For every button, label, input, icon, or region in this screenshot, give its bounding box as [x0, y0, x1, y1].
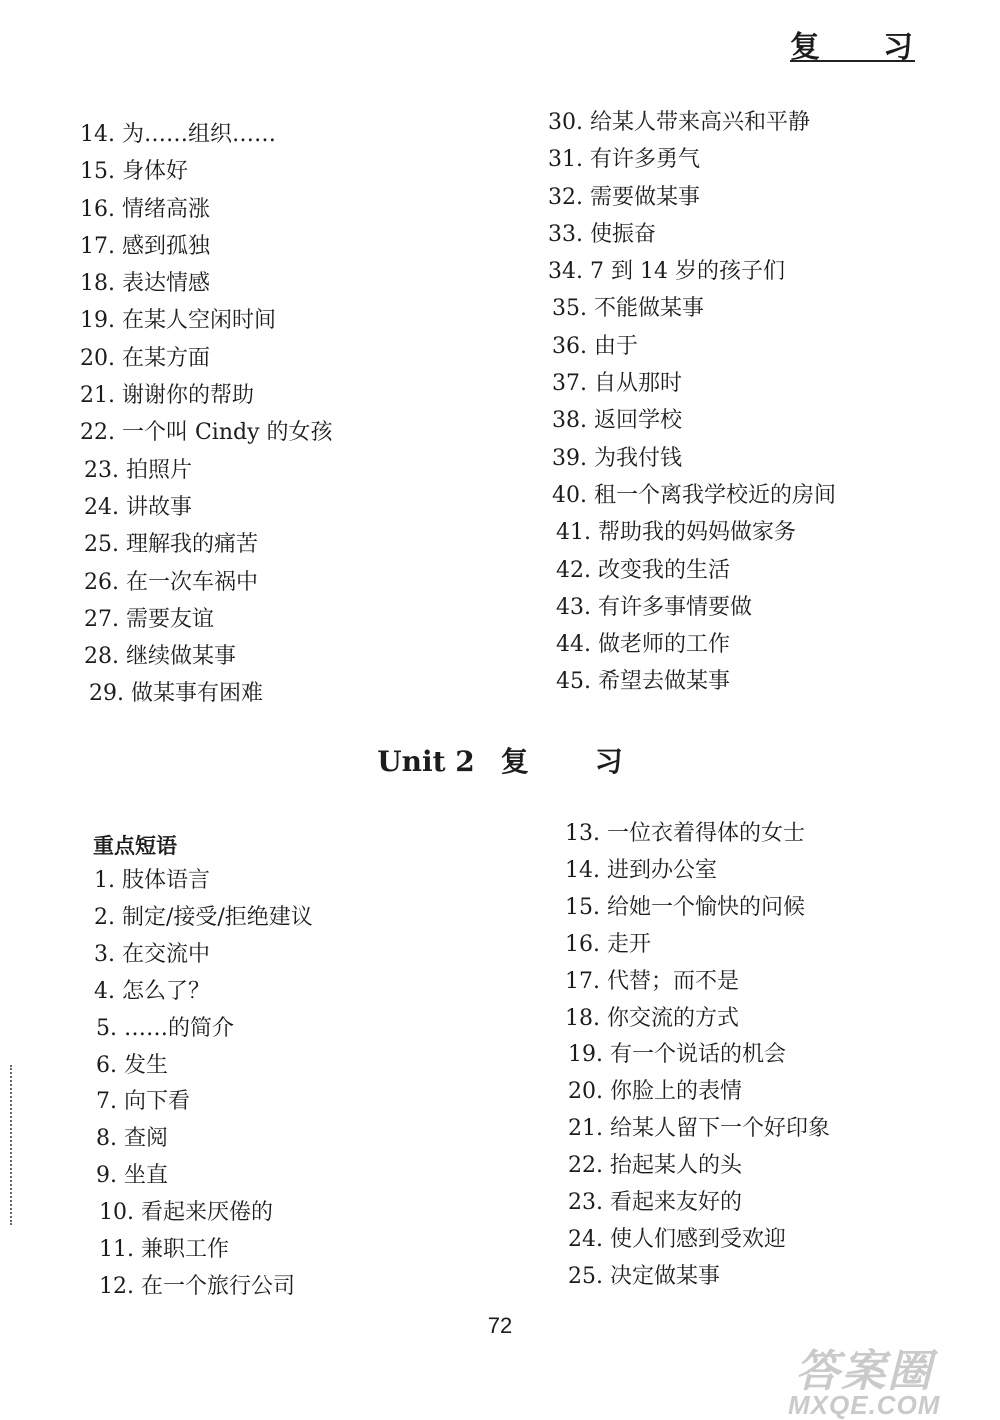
phrase-item: 33. 使振奋 — [548, 221, 656, 247]
phrase-item: 22. 一个叫 Cindy 的女孩 — [80, 420, 333, 446]
phrase-item: 26. 在一次车祸中 — [84, 569, 258, 595]
phrase-item: 39. 为我付钱 — [552, 445, 682, 471]
phrase-item: 36. 由于 — [552, 333, 638, 359]
phrase-item: 25. 决定做某事 — [568, 1263, 720, 1289]
phrase-item: 17. 代替；而不是 — [565, 968, 739, 994]
unit-heading-char-1: 复 — [500, 745, 529, 778]
phrase-item: 16. 情绪高涨 — [80, 196, 210, 222]
phrase-item: 11. 兼职工作 — [99, 1237, 229, 1263]
phrase-item: 14. 进到办公室 — [565, 857, 717, 883]
phrase-item: 40. 租一个离我学校近的房间 — [552, 482, 836, 508]
unit-heading-char-2: 习 — [594, 745, 623, 778]
phrase-item: 15. 给她一个愉快的问候 — [565, 894, 805, 920]
phrase-item: 32. 需要做某事 — [548, 184, 700, 210]
phrase-item: 22. 抬起某人的头 — [568, 1153, 742, 1179]
unit-heading — [0, 740, 1000, 780]
phrase-item: 44. 做老师的工作 — [556, 632, 730, 658]
site-watermark — [788, 1347, 941, 1420]
watermark-logo-text: 答案圈 — [795, 1347, 934, 1396]
phrase-item: 15. 身体好 — [80, 159, 188, 185]
phrase-item: 45. 希望去做某事 — [556, 669, 730, 695]
phrase-item: 5. ……的简介 — [96, 1015, 234, 1041]
phrase-item: 23. 看起来友好的 — [568, 1190, 742, 1216]
phrase-item: 19. 在某人空闲时间 — [80, 308, 276, 334]
phrase-item: 19. 有一个说话的机会 — [568, 1042, 786, 1068]
phrase-item: 7. 向下看 — [96, 1089, 190, 1115]
unit-heading-unit: Unit 2 — [377, 745, 475, 778]
phrase-item: 37. 自从那时 — [552, 371, 682, 397]
phrase-item: 34. 7 到 14 岁的孩子们 — [548, 259, 785, 285]
phrase-item: 14. 为……组织…… — [80, 122, 276, 147]
header-title-char-1: 复 — [790, 30, 822, 65]
phrase-item: 16. 走开 — [565, 931, 651, 957]
phrase-item: 29. 做某事有困难 — [89, 681, 263, 707]
phrase-item: 35. 不能做某事 — [552, 296, 704, 322]
phrase-item: 9. 坐直 — [96, 1163, 168, 1189]
lower-left-phrase-list — [94, 863, 313, 1306]
phrase-item: 24. 使人们感到受欢迎 — [568, 1226, 786, 1252]
phrase-item: 13. 一位衣着得体的女士 — [565, 821, 805, 846]
upper-right-phrase-list — [548, 104, 836, 701]
phrase-item: 28. 继续做某事 — [84, 644, 236, 670]
phrase-item: 12. 在一个旅行公司 — [99, 1273, 295, 1299]
phrase-item: 43. 有许多事情要做 — [556, 594, 752, 620]
phrase-item: 30. 给某人带来高兴和平静 — [548, 110, 810, 135]
upper-left-phrase-list — [80, 116, 333, 713]
phrase-item: 25. 理解我的痛苦 — [84, 532, 258, 558]
header-title-char-2: 习 — [883, 30, 915, 65]
phrase-item: 27. 需要友谊 — [84, 606, 214, 632]
header-underline — [790, 60, 915, 62]
phrase-item: 21. 给某人留下一个好印象 — [568, 1116, 830, 1142]
lower-right-phrase-list — [565, 816, 830, 1296]
phrase-item: 8. 查阅 — [96, 1126, 168, 1152]
phrase-item: 3. 在交流中 — [94, 941, 210, 967]
phrase-item: 2. 制定/接受/拒绝建议 — [94, 904, 313, 930]
phrase-item: 20. 在某方面 — [80, 345, 210, 371]
phrase-item: 42. 改变我的生活 — [556, 557, 730, 583]
phrase-item: 21. 谢谢你的帮助 — [80, 383, 254, 409]
phrase-item: 17. 感到孤独 — [80, 233, 210, 259]
binding-margin-dots — [10, 1065, 12, 1225]
phrase-item: 18. 你交流的方式 — [565, 1005, 739, 1031]
page-number: 72 — [487, 1313, 513, 1338]
phrase-item: 41. 帮助我的妈妈做家务 — [556, 520, 796, 546]
section-label-key-phrases: 重点短语 — [93, 834, 177, 858]
phrase-item: 18. 表达情感 — [80, 271, 210, 297]
phrase-item: 10. 看起来厌倦的 — [99, 1200, 273, 1226]
phrase-item: 4. 怎么了？ — [94, 978, 210, 1004]
phrase-item: 6. 发生 — [96, 1052, 168, 1078]
phrase-item: 38. 返回学校 — [552, 408, 682, 434]
phrase-item: 24. 讲故事 — [84, 494, 192, 520]
phrase-item: 23. 拍照片 — [84, 457, 192, 483]
phrase-item: 1. 肢体语言 — [94, 868, 210, 893]
phrase-item: 31. 有许多勇气 — [548, 147, 700, 173]
phrase-item: 20. 你脸上的表情 — [568, 1079, 742, 1105]
watermark-domain: MXQE.COM — [788, 1390, 941, 1420]
